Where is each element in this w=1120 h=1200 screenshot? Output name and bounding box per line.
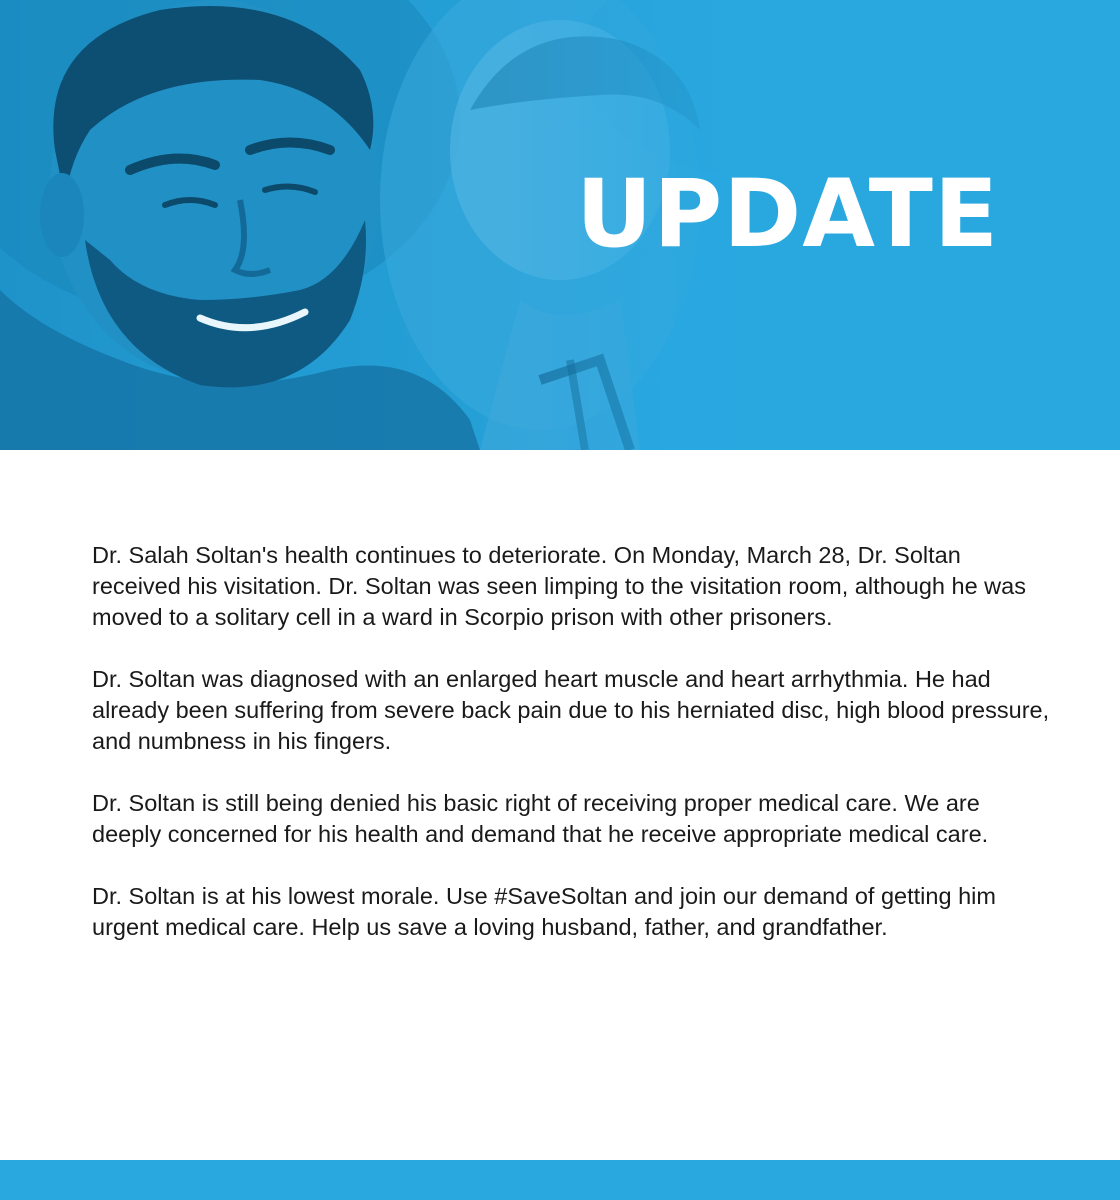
paragraph: Dr. Soltan was diagnosed with an enlarged heart muscle and heart arrhythmia. He had already been suffering from severe back pain due to his herniated disc, high blood pressure, and numbness in his fingers. [92,666,1050,754]
paragraph: Dr. Soltan is at his lowest morale. Use #SaveSoltan and join our demand of getting him urgent medical care. Help us save a loving husband, father, and grandfather. [92,883,996,940]
paragraph: Dr. Soltan is still being denied his basic right of receiving proper medical care. We are deeply concerned for his health and demand that he receive appropriate medical care. [92,790,989,847]
header-banner [0,0,1120,450]
article-body [92,540,1052,974]
update-title: UPDATE [576,160,1000,269]
paragraph: Dr. Salah Soltan's health continues to deteriorate. On Monday, March 28, Dr. Soltan received his visitation. Dr. Soltan was seen limping to the visitation room, although he was moved to a solitary cell in a ward in Scorpio prison with other prisoners. [92,542,1026,630]
footer-bar [0,1160,1120,1200]
